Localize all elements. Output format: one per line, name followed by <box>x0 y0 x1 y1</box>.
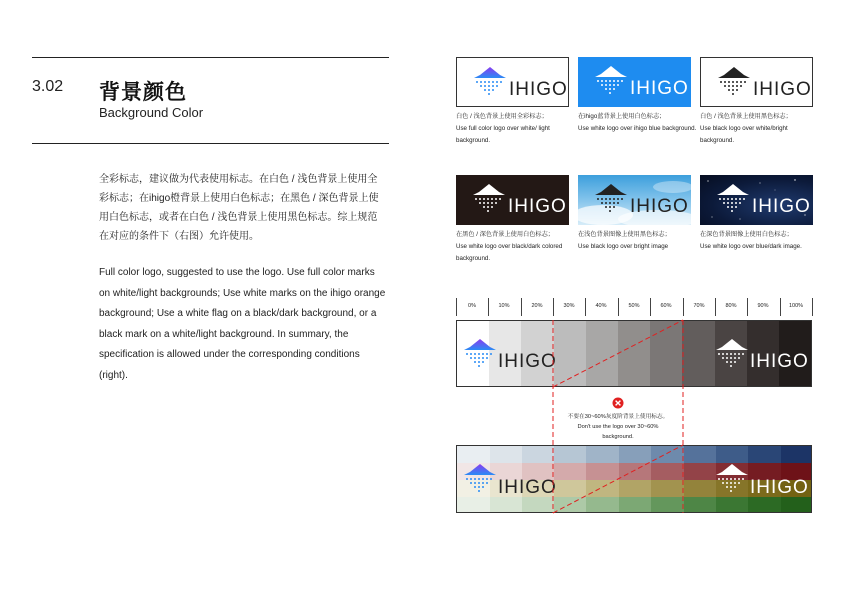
scale-label: 60% <box>660 303 672 309</box>
card-white-on-dark-image <box>700 175 813 225</box>
logo-mark-icon <box>472 183 506 216</box>
logo-wordmark: IHIGO <box>750 477 809 498</box>
logo-wordmark: IHIGO <box>508 196 567 217</box>
section-rule <box>32 143 389 144</box>
card-caption: 白色 / 浅色背景上使用黑色标志； Use black logo over white/bright background. <box>700 113 792 144</box>
body-text-en: Full color logo, suggested to use the logo. Use full color marks on white/light backgrounds; Use white marks on the ihigo orange background; Use a white flag on a black/dark background, or a black mark on a white/light background. In summary, the specification is allowed under the corresponding conditions (right). <box>99 267 386 381</box>
logo-mark-icon <box>716 183 750 216</box>
top-rule <box>32 57 389 58</box>
logo-wordmark: IHIGO <box>750 351 809 372</box>
scale-label: 0% <box>468 303 476 309</box>
logo-wordmark: IHIGO <box>498 477 557 498</box>
section-title: 背景颜色 <box>99 81 187 104</box>
logo-wordmark: IHIGO <box>498 351 557 372</box>
warning-text: 不要在30~60%灰度阶背景上使用标志。 Don't use the logo over 30~60% background. <box>567 414 669 440</box>
logo-wordmark: IHIGO <box>752 196 811 217</box>
scale-label: 10% <box>498 303 510 309</box>
scale-tick <box>812 298 813 316</box>
section-number: 3.02 <box>32 78 64 95</box>
logo-wordmark: IHIGO <box>630 196 689 217</box>
logo-wordmark: IHIGO <box>630 78 689 99</box>
logo-wordmark: IHIGO <box>753 79 812 100</box>
logo-mark-icon <box>717 66 751 99</box>
card-caption: 在深色背景图像上使用白色标志； Use white logo over blue/dark image. <box>700 231 802 250</box>
body-text-cn: 全彩标志，建议做为代表使用标志。在白色 / 浅色背景上使用全彩标志；在ihigo橙背景上使用白色标志；在黑色 / 深色背景上使用白色标志，或者在白色 / 浅色背景上使用黑色标志。综上规范在对应的条件下（右图）允许使用。 <box>99 174 379 242</box>
scale-label: 50% <box>628 303 640 309</box>
scale-label: 40% <box>595 303 607 309</box>
card-caption: 白色 / 浅色背景上使用全彩标志； Use full color logo over white/ light background. <box>456 113 550 144</box>
logo-mark-icon <box>594 183 628 216</box>
card-black-on-white <box>700 57 813 107</box>
scale-label: 100% <box>788 303 804 309</box>
logo-mark-icon <box>473 66 507 99</box>
card-black-on-bright-image <box>578 175 691 225</box>
scale-label: 80% <box>725 303 737 309</box>
card-caption: 在浅色背景图像上使用黑色标志； Use black logo over bright image <box>578 231 671 250</box>
card-caption: 在黑色 / 深色背景上使用白色标志； Use white logo over black/dark colored background. <box>456 231 563 262</box>
scale-label: 20% <box>531 303 543 309</box>
card-full-color-on-white <box>456 57 569 107</box>
error-x-icon <box>612 397 624 409</box>
logo-wordmark: IHIGO <box>509 79 568 100</box>
scale-label: 90% <box>757 303 769 309</box>
scale-label: 70% <box>693 303 705 309</box>
logo-mark-icon <box>594 65 628 98</box>
card-white-on-blue <box>578 57 691 107</box>
scale-label: 30% <box>563 303 575 309</box>
logo-mark-icon <box>715 338 749 371</box>
card-caption: 在ihigo蓝背景上使用白色标志； Use white logo over ihigo blue background. <box>578 113 697 132</box>
logo-mark-icon <box>463 463 497 496</box>
logo-mark-icon <box>463 338 497 371</box>
logo-mark-icon <box>715 463 749 496</box>
card-white-on-black <box>456 175 569 225</box>
section-subtitle: Background Color <box>99 105 204 120</box>
